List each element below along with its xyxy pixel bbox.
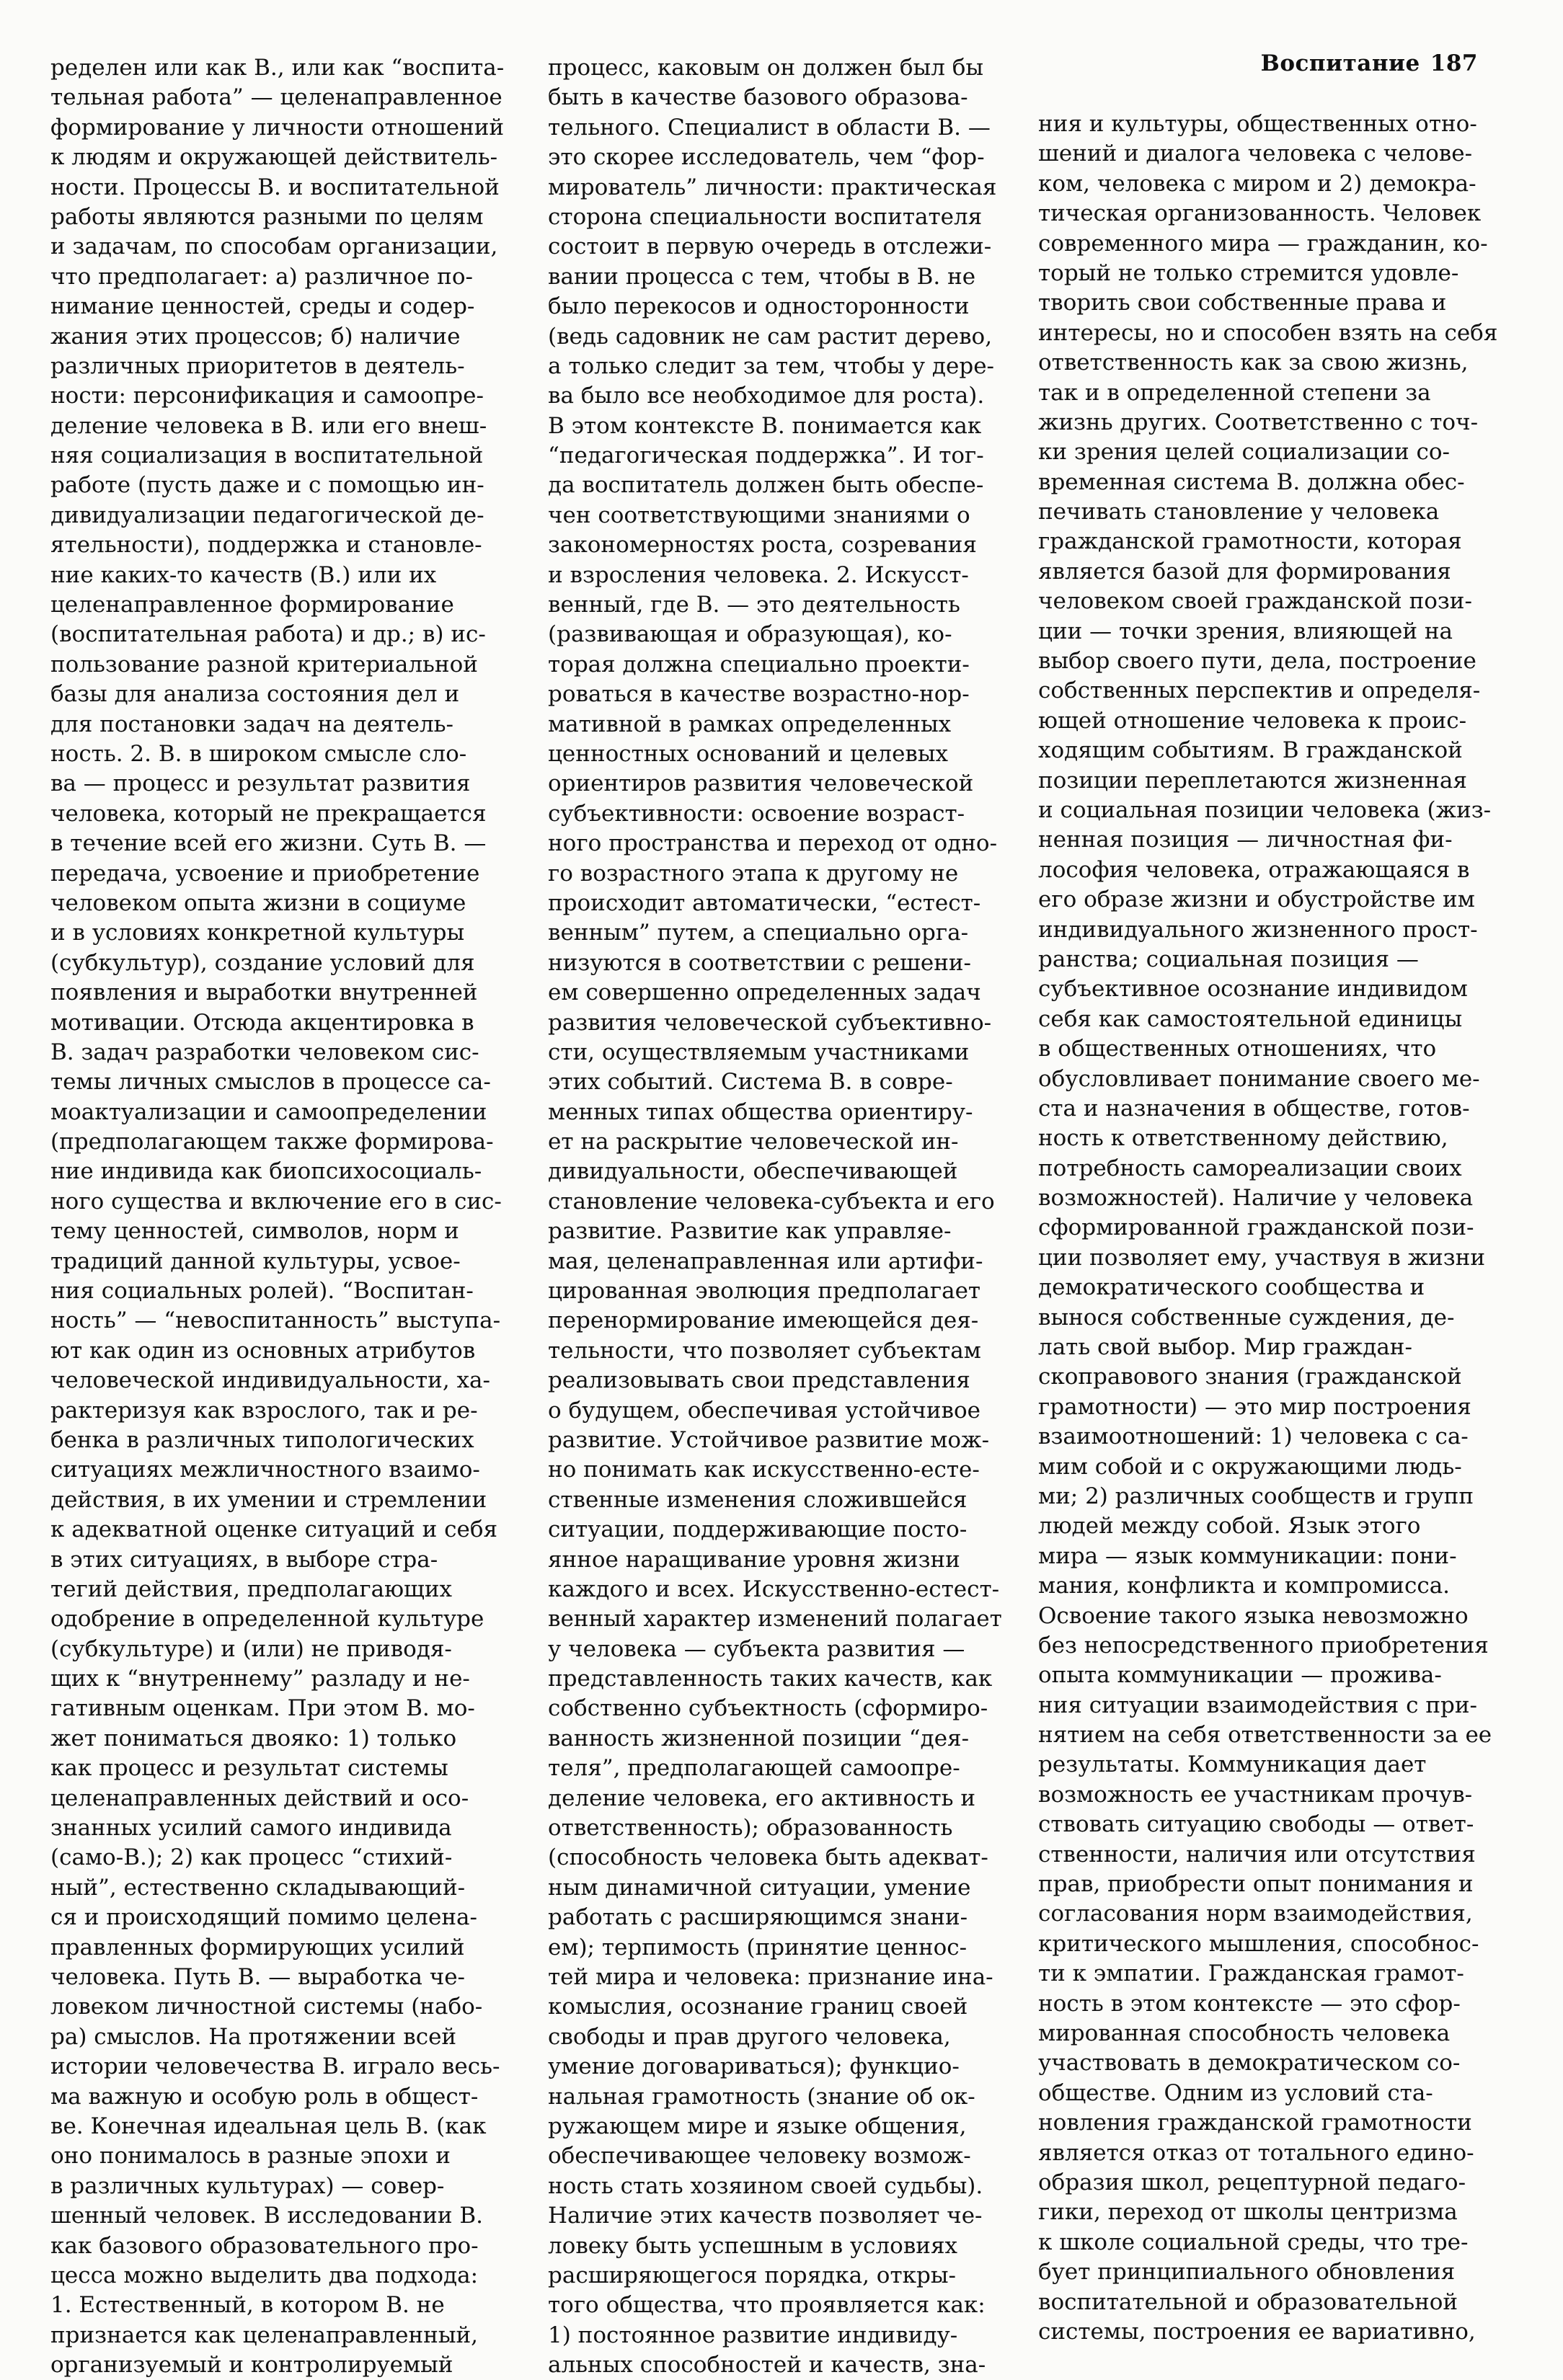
text-line: ние индивида как биопсихосоциаль- (50, 1158, 482, 1185)
text-line: ответственность); образованность (548, 1815, 953, 1842)
text-line: согласования норм взаимодействия, (1038, 1901, 1473, 1927)
text-line: ния социальных ролей). “Воспитан- (50, 1278, 474, 1305)
text-line: позиции переплетаются жизненная (1038, 767, 1467, 794)
text-line: ся и происходящий помимо целена- (50, 1904, 477, 1931)
text-line: опыта коммуникации — прожива- (1038, 1662, 1442, 1689)
text-line: ность. 2. В. в широком смысле сло- (50, 740, 467, 767)
text-line: воспитательной и образовательной (1038, 2288, 1458, 2315)
text-line: ти к эмпатии. Гражданская грамот- (1038, 1961, 1464, 1987)
text-line: ственные изменения сложившейся (548, 1486, 968, 1513)
text-line: каждого и всех. Искусственно-естест- (548, 1576, 1000, 1602)
text-line: нимание ценностей, среды и содер- (50, 293, 475, 320)
text-line: ситуации, поддерживающие посто- (548, 1517, 968, 1543)
text-line: деление человека, его активность и (548, 1785, 976, 1811)
text-line: результаты. Коммуникация дает (1038, 1751, 1427, 1778)
text-line: развитие. Устойчивое развитие мож- (548, 1426, 990, 1453)
running-header (1261, 50, 1478, 76)
text-line: собственных перспектив и определя- (1038, 678, 1481, 704)
text-line: прав, приобрести опыт понимания и (1038, 1871, 1474, 1898)
text-line: в этих ситуациях, в выборе стра- (50, 1546, 438, 1573)
text-line: ность к ответственному действию, (1038, 1125, 1448, 1152)
text-line: ходящим событиям. В гражданской (1038, 737, 1463, 764)
text-line: (способность человека быть адекват- (548, 1844, 988, 1871)
text-line: действия, в их умении и стремлении (50, 1486, 487, 1513)
text-line: потребность самореализации своих (1038, 1155, 1462, 1181)
text-line: развитие. Развитие как управляе- (548, 1218, 952, 1245)
text-line: к адекватной оценке ситуаций и себя (50, 1517, 498, 1543)
text-line: Освоение такого языка невозможно (1038, 1602, 1469, 1629)
text-line: ции позволяет ему, участвуя в жизни (1038, 1244, 1486, 1271)
text-line: ным динамичной ситуации, умение (548, 1874, 971, 1901)
text-line: это скорее исследователь, чем “фор- (548, 144, 985, 171)
text-line: моактуализации и самоопределении (50, 1098, 487, 1125)
text-line: субъективности: освоение возраст- (548, 800, 965, 827)
text-column-3 (1038, 110, 1510, 2347)
text-line: в различных культурах) — совер- (50, 2172, 445, 2199)
text-line: ность стать хозяином своей судьбы). (548, 2172, 983, 2199)
text-line: ния и культуры, общественных отно- (1038, 111, 1477, 137)
text-line: жет пониматься двояко: 1) только (50, 1725, 457, 1751)
text-line: у человека — субъекта развития — (548, 1635, 965, 1662)
text-line: как процесс и результат системы (50, 1755, 448, 1782)
text-line: себя как самостоятельной единицы (1038, 1005, 1463, 1032)
text-line: взаимоотношений: 1) человека с са- (1038, 1424, 1469, 1450)
text-line: ранства; социальная позиция — (1038, 946, 1419, 972)
text-line: гативным оценкам. При этом В. мо- (50, 1695, 475, 1722)
text-line: перенормирование имеющейся дея- (548, 1307, 979, 1334)
text-line: работать с расширяющимся знани- (548, 1904, 968, 1931)
text-line: гражданской грамотности, которая (1038, 528, 1462, 555)
text-line: представленность таких качеств, как (548, 1666, 993, 1692)
text-line: ценностных оснований и целевых (548, 740, 949, 767)
text-line: что предполагает: а) различное по- (50, 263, 473, 290)
text-line: тическая организованность. Человек (1038, 200, 1482, 227)
text-line: ми; 2) различных сообществ и групп (1038, 1483, 1474, 1509)
running-title: Воспитание (1260, 50, 1420, 76)
text-line: ции — точки зрения, влияющей на (1038, 618, 1453, 644)
text-line: базы для анализа состояния дел и (50, 681, 460, 708)
text-line: сторона специальности воспитателя (548, 203, 983, 230)
text-line: работе (пусть даже и с помощью ин- (50, 472, 484, 499)
text-line: было перекосов и односторонности (548, 293, 970, 320)
text-line: ствовать ситуацию свободы — ответ- (1038, 1811, 1474, 1838)
text-line: ружающем мире и языке общения, (548, 2113, 967, 2139)
text-line: традиций данной культуры, усвое- (50, 1248, 461, 1274)
text-line: происходит автоматически, “естест- (548, 889, 981, 916)
text-line: работы являются разными по целям (50, 203, 484, 230)
text-line: признается как целенаправленный, (50, 2322, 479, 2348)
text-line: В этом контексте В. понимается как (548, 412, 982, 439)
text-line: демократического сообщества и (1038, 1274, 1425, 1301)
text-line: возможностей). Наличие у человека (1038, 1185, 1474, 1212)
text-line: ющей отношение человека к проис- (1038, 707, 1467, 734)
text-line: торая должна специально проекти- (548, 651, 970, 678)
text-line: дивидуализации педагогической де- (50, 502, 484, 528)
text-line: грамотности) — это мир построения (1038, 1393, 1471, 1420)
text-line: рактеризуя как взрослого, так и ре- (50, 1397, 478, 1424)
text-line: новления гражданской грамотности (1038, 2110, 1472, 2136)
text-line: торый не только стремится удовле- (1038, 259, 1459, 286)
text-line: организуемый и контролируемый (50, 2352, 453, 2379)
text-line: в общественных отношениях, что (1038, 1036, 1437, 1062)
text-line: человеком опыта жизни в социуме (50, 889, 466, 916)
text-line: но понимать как искусственно-есте- (548, 1457, 980, 1483)
text-line: менных типах общества ориентиру- (548, 1098, 973, 1125)
text-line: янное наращивание уровня жизни (548, 1546, 960, 1573)
text-line: ет на раскрытие человеческой ин- (548, 1129, 959, 1155)
text-line: мированная способность человека (1038, 2020, 1451, 2046)
text-line: является базой для формирования (1038, 558, 1451, 585)
text-line: ненная позиция — личностная фи- (1038, 827, 1453, 853)
text-line: Наличие этих качеств позволяет че- (548, 2203, 983, 2229)
text-line: к школе социальной среды, что тре- (1038, 2229, 1469, 2255)
text-line: и задачам, по способам организации, (50, 234, 498, 260)
text-line: мим собой и с окружающими людь- (1038, 1453, 1462, 1480)
text-line: го возрастного этапа к другому не (548, 860, 959, 887)
text-line: ного существа и включение его в сис- (50, 1188, 502, 1215)
text-line: ного пространства и переход от одно- (548, 830, 998, 857)
text-line: (воспитательная работа) и др.; в) ис- (50, 621, 486, 648)
text-line: (субкультур), создание условий для (50, 949, 475, 976)
text-line: 1) постоянное развитие индивиду- (548, 2322, 958, 2348)
text-line: няя социализация в воспитательной (50, 443, 484, 469)
text-line: ком, человека с миром и 2) демокра- (1038, 170, 1476, 197)
text-line: временная система В. должна обес- (1038, 469, 1465, 495)
text-line: является отказ от тотального едино- (1038, 2139, 1474, 2166)
text-line: расширяющегося порядка, откры- (548, 2262, 956, 2288)
text-line: знанных усилий самого индивида (50, 1815, 452, 1842)
text-line: вынося собственные суждения, де- (1038, 1304, 1455, 1331)
text-line: венным” путем, а специально орга- (548, 920, 969, 946)
text-line: печивать становление у человека (1038, 499, 1440, 525)
text-line: нальная грамотность (знание об ок- (548, 2083, 975, 2110)
text-line: быть в качестве базового образова- (548, 84, 968, 111)
text-line: нятием на себя ответственности за ее (1038, 1722, 1492, 1749)
text-line: жания этих процессов; б) наличие (50, 323, 461, 350)
text-line: низуются в соответствии с решени- (548, 949, 971, 976)
text-line: его образе жизни и обустройстве им (1038, 887, 1475, 913)
text-line: (ведь садовник не сам растит дерево, (548, 323, 993, 350)
text-line: свободы и прав другого человека, (548, 2023, 951, 2050)
text-line: (само-В.); 2) как процесс “стихий- (50, 1844, 453, 1871)
text-line: человека, который не прекращается (50, 800, 487, 827)
text-line: ста и назначения в обществе, готов- (1038, 1095, 1470, 1122)
text-line: без непосредственного приобретения (1038, 1632, 1489, 1659)
text-line: мотивации. Отсюда акцентировка в (50, 1009, 474, 1036)
text-line: критического мышления, способнос- (1038, 1930, 1479, 1957)
text-line: обеспечивающее человеку возмож- (548, 2143, 971, 2170)
text-line: ситуациях межличностного взаимо- (50, 1457, 480, 1483)
text-line: цированная эволюция предполагает (548, 1278, 981, 1305)
text-line: мая, целенаправленная или артифи- (548, 1248, 983, 1274)
text-line: ние каких-то качеств (В.) или их (50, 561, 437, 588)
text-line: закономерностях роста, созревания (548, 532, 977, 559)
text-line: ва было все необходимое для роста). (548, 383, 985, 409)
text-line: целенаправленных действий и осо- (50, 1785, 469, 1811)
text-line: да воспитатель должен быть обеспе- (548, 472, 984, 499)
text-line: мира — язык коммуникации: пони- (1038, 1542, 1457, 1569)
text-line: творить свои собственные права и (1038, 290, 1447, 316)
text-line: реализовывать свои представления (548, 1367, 970, 1394)
text-line: тегий действия, предполагающих (50, 1576, 453, 1602)
text-line: ем); терпимость (принятие ценнос- (548, 1934, 968, 1961)
text-line: различных приоритетов в деятель- (50, 352, 465, 379)
text-line: ность в этом контексте — это сфор- (1038, 1990, 1461, 2017)
text-line: шенный человек. В исследовании В. (50, 2203, 483, 2229)
text-line: обусловливает понимание своего ме- (1038, 1065, 1480, 1092)
text-line: бует принципиального обновления (1038, 2259, 1456, 2286)
text-line: венный характер изменений полагает (548, 1606, 1002, 1633)
text-line: (субкультуре) и (или) не приводя- (50, 1635, 452, 1662)
text-line: гики, переход от школы центризма (1038, 2199, 1458, 2226)
text-line: ность” — “невоспитанность” выступа- (50, 1307, 501, 1334)
text-column-2 (548, 53, 1019, 2380)
text-line: ра) смыслов. На протяжении всей (50, 2023, 457, 2050)
text-line: чен соответствующими знаниями о (548, 502, 970, 528)
text-line: теля”, предполагающей самоопре- (548, 1755, 960, 1782)
text-line: ванность жизненной позиции “дея- (548, 1725, 970, 1751)
text-line: участвовать в демократическом со- (1038, 2050, 1461, 2077)
text-line: жизнь других. Соответственно с точ- (1038, 409, 1479, 435)
text-line: тельная работа” — целенаправленное (50, 84, 502, 111)
text-line: развития человеческой субъективно- (548, 1009, 992, 1036)
text-line: тельного. Специалист в области В. — (548, 114, 991, 141)
text-line: формирование у личности отношений (50, 114, 505, 141)
text-line: и в условиях конкретной культуры (50, 920, 465, 946)
text-line: людей между собой. Язык этого (1038, 1513, 1421, 1540)
text-line: ния ситуации взаимодействия с при- (1038, 1692, 1478, 1718)
text-line: мативной в рамках определенных (548, 711, 952, 737)
text-line: пользование разной критериальной (50, 651, 478, 678)
text-line: цесса можно выделить два подхода: (50, 2262, 479, 2288)
text-line: ятельности), поддержка и становле- (50, 532, 482, 559)
page-number: 187 (1430, 50, 1478, 76)
text-line: роваться в качестве возрастно-нор- (548, 681, 970, 708)
text-line: венный, где В. — это деятельность (548, 592, 960, 618)
text-column-1 (50, 53, 522, 2380)
text-line: мания, конфликта и компромисса. (1038, 1573, 1451, 1599)
text-line: человеческой индивидуальности, ха- (50, 1367, 490, 1394)
text-line: человеком своей гражданской пози- (1038, 588, 1472, 615)
text-line: появления и выработки внутренней (50, 980, 478, 1006)
text-line: ловеком личностной системы (набо- (50, 1994, 483, 2020)
text-line: передача, усвоение и приобретение (50, 860, 480, 887)
text-line: субъективное осознание индивидом (1038, 976, 1468, 1003)
text-line: В. задач разработки человеком сис- (50, 1039, 479, 1065)
text-line: обществе. Одним из условий ста- (1038, 2079, 1433, 2106)
text-line: ориентиров развития человеческой (548, 771, 974, 797)
text-line: о будущем, обеспечивая устойчивое (548, 1397, 980, 1424)
text-line: этих событий. Система В. в совре- (548, 1069, 953, 1096)
text-line: и социальная позиции человека (жиз- (1038, 796, 1492, 823)
text-line: как базового образовательного про- (50, 2232, 479, 2259)
text-line: ловеку быть успешным в условиях (548, 2232, 957, 2259)
text-line: выбор своего пути, дела, построение (1038, 648, 1476, 675)
text-line: ности. Процессы В. и воспитательной (50, 174, 500, 200)
text-line: ности: персонификация и самоопре- (50, 383, 484, 409)
text-line: щих к “внутреннему” разладу и не- (50, 1666, 470, 1692)
text-line: альных способностей и качеств, зна- (548, 2352, 986, 2379)
text-line: умение договариваться); функцио- (548, 2053, 960, 2080)
text-line: сформированной гражданской пози- (1038, 1215, 1474, 1241)
text-line: к людям и окружающей действитель- (50, 144, 498, 171)
text-line: для постановки задач на деятель- (50, 711, 454, 737)
text-line: вании процесса с тем, чтобы в В. не (548, 263, 976, 290)
text-line: того общества, что проявляется как: (548, 2292, 986, 2319)
text-line: деление человека в В. или его внеш- (50, 412, 487, 439)
text-line: тей мира и человека: признание ина- (548, 1964, 993, 1990)
text-line: (предполагающем также формирова- (50, 1129, 494, 1155)
text-line: а только следит за тем, чтобы у дере- (548, 352, 995, 379)
text-line: возможность ее участникам прочув- (1038, 1781, 1473, 1808)
text-line: одобрение в определенной культуре (50, 1606, 484, 1633)
text-line: скоправового знания (гражданской (1038, 1364, 1462, 1390)
text-line: мирователь” личности: практическая (548, 174, 997, 200)
text-line: оно понималось в разные эпохи и (50, 2143, 451, 2170)
text-line: ределен или как В., или как “воспита- (50, 55, 505, 81)
text-line: в течение всей его жизни. Суть В. — (50, 830, 487, 857)
text-line: (развивающая и образующая), ко- (548, 621, 952, 648)
text-line: лософия человека, отражающаяся в (1038, 856, 1470, 883)
text-line: ем совершенно определенных задач (548, 980, 981, 1006)
text-line: целенаправленное формирование (50, 592, 454, 618)
text-line: ответственность как за свою жизнь, (1038, 350, 1469, 376)
text-line: образия школ, рецептурной педаго- (1038, 2169, 1466, 2195)
text-line: системы, построения ее вариативно, (1038, 2318, 1476, 2345)
text-line: собственно субъектность (сформиро- (548, 1695, 988, 1722)
text-line: бенка в различных типологических (50, 1426, 474, 1453)
text-line: и взросления человека. 2. Искусст- (548, 561, 969, 588)
text-line: дивидуальности, обеспечивающей (548, 1158, 958, 1185)
text-line: истории человечества В. играло весь- (50, 2053, 500, 2080)
text-line: правленных формирующих усилий (50, 1934, 465, 1961)
text-line: становление человека-субъекта и его (548, 1188, 995, 1215)
text-line: комыслия, осознание границ своей (548, 1994, 968, 2020)
text-line: индивидуального жизненного прост- (1038, 916, 1478, 943)
text-line: “педагогическая поддержка”. И тог- (548, 443, 984, 469)
text-line: так и в определенной степени за (1038, 379, 1431, 406)
text-line: ве. Конечная идеальная цель В. (как (50, 2113, 487, 2139)
text-line: интересы, но и способен взять на себя (1038, 319, 1498, 346)
text-line: темы личных смыслов в процессе са- (50, 1069, 491, 1096)
text-line: состоит в первую очередь в отслежи- (548, 234, 992, 260)
text-line: тельности, что позволяет субъектам (548, 1337, 981, 1364)
text-line: лать свой выбор. Мир граждан- (1038, 1334, 1412, 1361)
text-line: ки зрения целей социализации со- (1038, 439, 1451, 466)
text-line: современного мира — гражданин, ко- (1038, 230, 1488, 257)
text-line: ва — процесс и результат развития (50, 771, 471, 797)
text-line: шений и диалога человека с челове- (1038, 141, 1473, 167)
text-line: ют как один из основных атрибутов (50, 1337, 476, 1364)
text-line: 1. Естественный, в котором В. не (50, 2292, 445, 2319)
text-line: ный”, естественно складывающий- (50, 1874, 466, 1901)
text-line: ма важную и особую роль в общест- (50, 2083, 479, 2110)
text-line: тему ценностей, символов, норм и (50, 1218, 459, 1245)
text-line: человека. Путь В. — выработка че- (50, 1964, 466, 1990)
text-line: процесс, каковым он должен был бы (548, 55, 984, 81)
text-line: ственности, наличия или отсутствия (1038, 1841, 1476, 1868)
text-line: сти, осуществляемым участниками (548, 1039, 970, 1065)
